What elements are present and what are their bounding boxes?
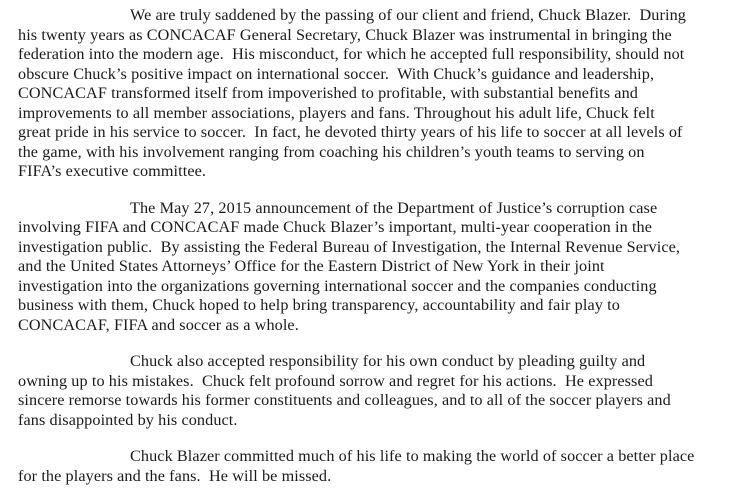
paragraph-1 <box>18 6 742 182</box>
text-line: investigation into the organizations governing international soccer and the companies conducting <box>18 276 657 295</box>
text-line: owning up to his mistakes. Chuck felt profound sorrow and regret for his actions. He expressed <box>18 371 653 390</box>
text-line: sincere remorse towards his former constituents and colleagues, and to all of the soccer players and <box>18 391 671 409</box>
text-line: and the United States Attorneys’ Office for the Eastern District of New York in their joint <box>18 257 605 275</box>
text-line: CONCACAF, FIFA and soccer as a whole. <box>18 315 299 334</box>
text-line: Chuck Blazer committed much of his life to making the world of soccer a better place <box>130 447 695 465</box>
text-line: improvements to all member associations, players and fans. Throughout his adult life, Chuck felt <box>18 103 655 122</box>
text-line: investigation public. By assisting the Federal Bureau of Investigation, the Internal Revenue Service, <box>18 237 681 256</box>
paragraph-2 <box>18 199 742 336</box>
text-line: Chuck also accepted responsibility for his own conduct by pleading guilty and <box>130 352 646 370</box>
text-line: his twenty years as CONCACAF General Secretary, Chuck Blazer was instrumental in bringing the <box>18 25 672 44</box>
text-line: for the players and the fans. He will be missed. <box>18 466 332 485</box>
paragraph-4 <box>18 447 742 486</box>
text-line: the game, with his involvement ranging from coaching his children’s youth teams to serving on <box>18 142 645 161</box>
paragraph-3 <box>18 352 742 430</box>
text-line: federation into the modern age. His misconduct, for which he accepted full responsibility, should not <box>18 45 685 63</box>
text-line: obscure Chuck’s positive impact on international soccer. With Chuck’s guidance and leadership, <box>18 64 655 83</box>
text-line: The May 27, 2015 announcement of the Department of Justice’s corruption case <box>130 198 658 217</box>
text-line: great pride in his service to soccer. In fact, he devoted thirty years of his life to soccer at all levels of <box>18 123 683 141</box>
text-line: involving FIFA and CONCACAF made Chuck Blazer’s important, multi-year cooperation in the <box>18 218 653 236</box>
text-line: business with them, Chuck hoped to help bring transparency, accountability and fair play to <box>18 296 620 314</box>
text-line: FIFA’s executive committee. <box>18 162 207 180</box>
text-line: We are truly saddened by the passing of our client and friend, Chuck Blazer. During <box>130 6 686 24</box>
text-line: CONCACAF transformed itself from impoverished to profitable, with substantial benefits and <box>18 84 638 102</box>
text-line: fans disappointed by his conduct. <box>18 410 238 429</box>
